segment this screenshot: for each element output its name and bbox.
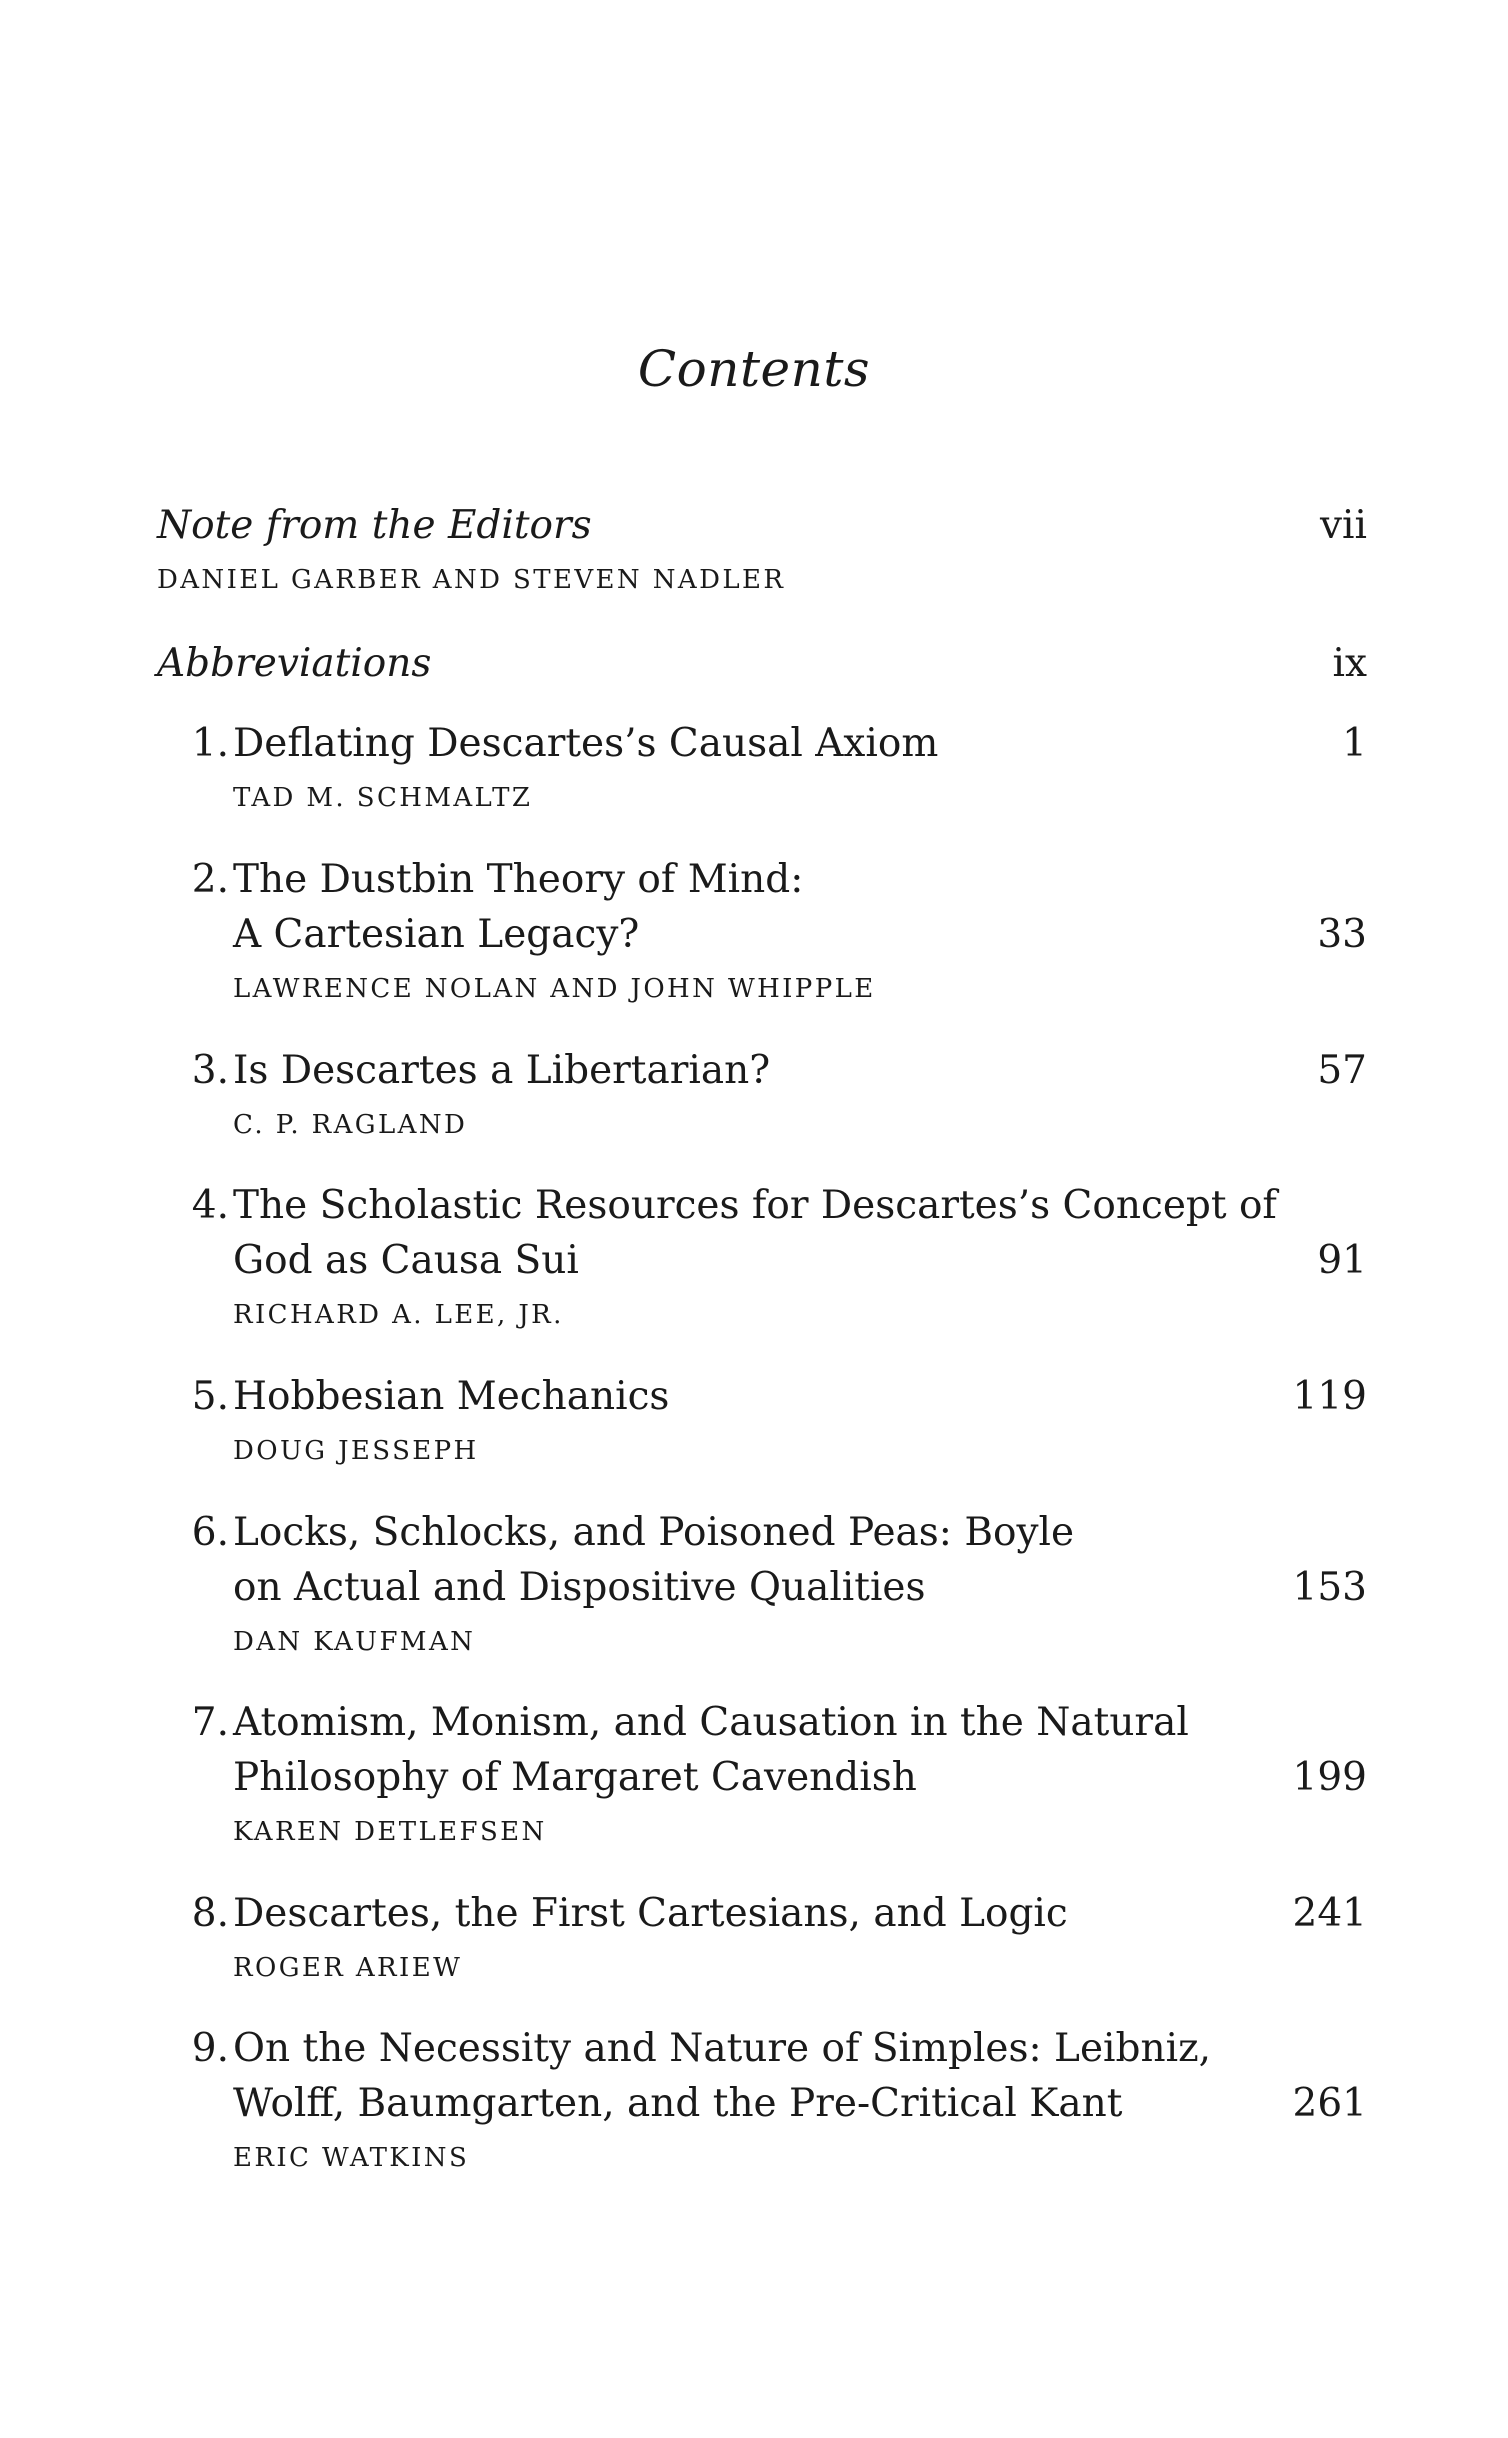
toc-entry-chapter-7[interactable] — [157, 1695, 1367, 1853]
chapter-number: 5. — [191, 1374, 229, 1419]
entry-author: ROGER ARIEW — [233, 1953, 463, 1983]
toc-entry-chapter-1[interactable] — [157, 716, 1367, 819]
entry-page-number: 91 — [1317, 1238, 1367, 1283]
chapter-title-line: The Dustbin Theory of Mind: — [233, 857, 804, 902]
chapter-title-line: on Actual and Dispositive Qualities — [233, 1565, 926, 1610]
entry-page-number: ix — [1332, 641, 1367, 686]
chapter-title-line: A Cartesian Legacy? — [233, 912, 640, 957]
chapter-number: 9. — [191, 2026, 229, 2071]
entry-author: TAD M. SCHMALTZ — [233, 783, 533, 813]
entry-author: C. P. RAGLAND — [233, 1110, 468, 1140]
chapter-title-line: The Scholastic Resources for Descartes’s Concept of — [233, 1183, 1277, 1228]
entry-page-number: 199 — [1292, 1755, 1367, 1800]
entry-page-number: 241 — [1292, 1891, 1367, 1936]
chapter-title-line: Deflating Descartes’s Causal Axiom — [233, 721, 939, 766]
entry-author: RICHARD A. LEE, JR. — [233, 1300, 564, 1330]
toc-entry-chapter-8[interactable] — [157, 1886, 1367, 1989]
chapter-number: 3. — [191, 1048, 229, 1093]
chapter-title-line: Wolff, Baumgarten, and the Pre-Critical Kant — [233, 2081, 1123, 2126]
chapter-title-line: Atomism, Monism, and Causation in the Natural — [233, 1700, 1189, 1745]
entry-page-number: 1 — [1342, 721, 1367, 766]
entry-page-number: 153 — [1292, 1565, 1367, 1610]
chapter-title-line: God as Causa Sui — [233, 1238, 579, 1283]
entry-page-number: vii — [1320, 503, 1367, 548]
chapter-title-line: Is Descartes a Libertarian? — [233, 1048, 771, 1093]
entry-title: Note from the Editors — [157, 503, 592, 548]
chapter-number: 1. — [191, 721, 229, 766]
chapter-title-line: On the Necessity and Nature of Simples: Leibniz, — [233, 2026, 1212, 2071]
page-title: Contents — [637, 340, 871, 398]
toc-entry-abbreviations[interactable] — [157, 636, 1367, 691]
chapter-number: 8. — [191, 1891, 229, 1936]
entry-page-number: 33 — [1317, 912, 1367, 957]
chapter-number: 4. — [191, 1183, 229, 1228]
entry-author: KAREN DETLEFSEN — [233, 1817, 547, 1847]
chapter-title-line: Hobbesian Mechanics — [233, 1374, 670, 1419]
chapter-title-line: Locks, Schlocks, and Poisoned Peas: Boyle — [233, 1510, 1075, 1555]
chapter-title-line: Descartes, the First Cartesians, and Logic — [233, 1891, 1068, 1936]
toc-entry-chapter-3[interactable] — [157, 1043, 1367, 1146]
entry-author: LAWRENCE NOLAN AND JOHN WHIPPLE — [233, 974, 876, 1004]
toc-entry-chapter-5[interactable] — [157, 1369, 1367, 1472]
toc-entry-chapter-6[interactable] — [157, 1505, 1367, 1663]
toc-entry-chapter-4[interactable] — [157, 1178, 1367, 1336]
entry-author: ERIC WATKINS — [233, 2143, 470, 2173]
entry-page-number: 261 — [1292, 2081, 1367, 2126]
entry-page-number: 119 — [1292, 1374, 1367, 1419]
chapter-number: 2. — [191, 857, 229, 902]
entry-author: DAN KAUFMAN — [233, 1627, 476, 1657]
toc-entry-chapter-9[interactable] — [157, 2021, 1367, 2179]
chapter-title-line: Philosophy of Margaret Cavendish — [233, 1755, 917, 1800]
entry-title: Abbreviations — [157, 641, 432, 686]
toc-entry-note-from-editors[interactable] — [157, 498, 1367, 601]
entry-page-number: 57 — [1317, 1048, 1367, 1093]
chapter-number: 7. — [191, 1700, 229, 1745]
entry-author: DOUG JESSEPH — [233, 1436, 479, 1466]
chapter-number: 6. — [191, 1510, 229, 1555]
toc-entry-chapter-2[interactable] — [157, 852, 1367, 1010]
entry-author: DANIEL GARBER AND STEVEN NADLER — [157, 565, 786, 595]
